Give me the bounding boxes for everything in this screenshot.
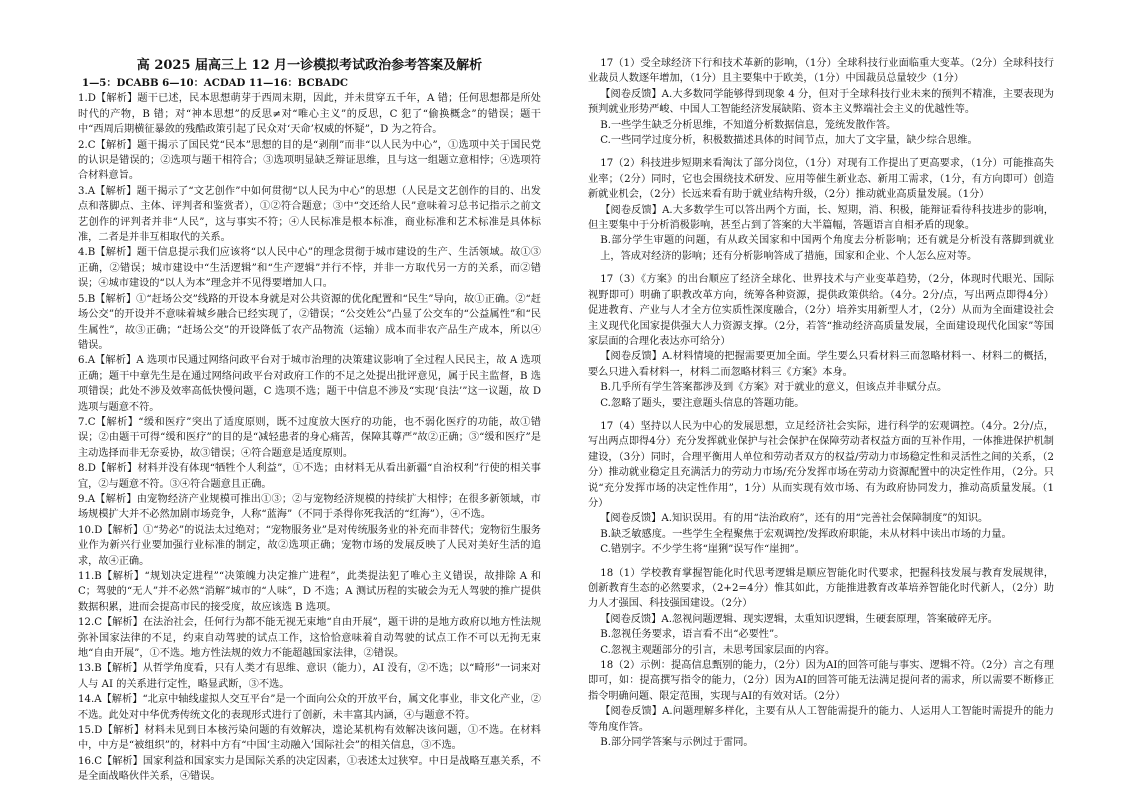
grading-feedback: 【阅卷反馈】A.大多数同学能够得到现象 4 分，但对于全球科技行业未来的预判不精准，主要表现为预判就业形势严峻、中国人工智能经济发展缺陷、资本主义弊端社会主义的优越性等。 xyxy=(588,88,1054,116)
feedback-point: B.部分学生审题的问题，有从政关国家和中国两个角度去分析影响；还有就是分析没有落脚到就业上，答成对经济的影响；还有分析影响答成了措施，国家和企业、个人怎么应对等。 xyxy=(600,235,1054,262)
answer-block-17-1 xyxy=(588,56,1054,148)
feedback-point: C.忽略了题头，要注意题头信息的答题功能。 xyxy=(600,397,805,409)
grading-feedback: 【阅卷反馈】A.材料情境的把握需要更加全面。学生要么只看材料三而忽略材料一、材料二的概括，要么只进入看材料一，材料二而忽略材料三《方案》本身。 xyxy=(588,351,1054,378)
explanation-1: 1.D【解析】题干已述，民本思想萌芽于西周末期，因此，并未贯穿五千年，A 错；任何思想都是所处时代的产物，B 错；对“神本思想”的反思≠对“唯心主义”的反思，C 犯了“偷换概念”的错误；题干中“西周后期横征暴敛的残酷政策引起了民众对‘天命’权威的怀疑”，D 为之符合。 xyxy=(78,93,541,136)
answer-text: 17（2）科技进步短期来看淘汰了部分岗位，（1分）对现有工作提出了更高要求，（1分）可能推高失业率；（2分）同时，它也会围绕技术研发、应用等催生新业态、新用工需求，（1分，有方向即可）创造新就业机会，（2分）长远来看有助于就业结构升级，（2分）推动就业高质量发展。（1分） xyxy=(588,158,1054,201)
feedback-point: B.忽视任务要求，语言看不出“必要性”。 xyxy=(600,629,785,641)
feedback-point: C.一些同学过度分析，积极数描述具体的时间节点，加大了文字量，缺少综合思维。 xyxy=(600,135,978,147)
feedback-point: C.错别字。不少学生将“崖猁”误写作“崖拥”。 xyxy=(600,544,805,556)
feedback-point: B.部分同学答案与示例过于雷同。 xyxy=(600,737,754,749)
answer-block-18-2 xyxy=(588,658,1054,750)
explanation-8: 8.D【解析】材料并没有体现“牺牲个人利益”，①不选；由材料无从看出新疆“自治权利”行使的相关事宜，②与题意不符。③④符合题意且正确。 xyxy=(78,463,541,490)
answer-text: 18（1）学校教育掌握智能化时代思考逻辑是顺应智能化时代要求，把握科技发展与教育发展规律，创新教育生态的必然要求，（2+2=4分）惟其如此，方能推进教育改革培养智能化时代新人，（2分）助力人才强国、科技强国建设。（2分） xyxy=(588,567,1054,610)
answer-block-17-3 xyxy=(588,272,1054,411)
explanation-13: 13.B【解析】从哲学角度看，只有人类才有思维、意识（能力），AI 没有，②不选；以“畸形”一词来对人与 AI 的关系进行定性，略显武断，③不选。 xyxy=(78,663,541,690)
grading-feedback: 【阅卷反馈】A.知识误用。有的用“法治政府”，还有的用“完善社会保障制度”的知识。 xyxy=(600,513,989,525)
answer-block-18-1 xyxy=(588,566,1054,658)
feedback-point: B.几乎所有学生答案都涉及到《方案》对于就业的意义，但该点并非赋分点。 xyxy=(600,382,948,394)
explanation-7: 7.C【解析】“缓和医疗”突出了适度原则，既不过度放大医疗的功能，也不弱化医疗的功能，故①错误；②由题干可得“缓和医疗”的目的是“减轻患者的身心痛苦，保障其尊严”故②正确；③“缓和医疗”是主动选择而非无奈妥协，故③错误；④符合题意是适度原则。 xyxy=(78,416,541,459)
explanation-16: 16.C【解析】国家利益和国家实力是国际关系的决定因素，①表述太过狭窄。中日是战略互惠关系，不是全面战略伙伴关系，④错误。 xyxy=(78,755,541,783)
answer-text: 17（4）坚持以人民为中心的发展思想，立足经济社会实际，进行科学的宏观调控。（4分。2分/点，写出两点即得4分）充分发挥就业保护与社会保护在保障劳动者权益方面的互补作用，一体推进保护机制建设，（3分）同时，合理平衡用人单位和劳动者双方的权益/劳动力市场稳定性和灵活性之间的关系，（2分）推动就业稳定且充满活力的劳动力市场/充分发挥市场在劳动力资源配置中的决定性作用，（2分。只说“充分发挥市场的决定性作用”，1分）从而实现有效市场、有为政府协同发力，推动高质量发展。（1分） xyxy=(588,420,1054,509)
feedback-point: C.忽视主观题部分的引言，未思考国家层面的内容。 xyxy=(600,644,836,656)
left-column xyxy=(78,58,541,785)
grading-feedback: 【阅卷反馈】A.问题理解多样化，主要有从人工智能需提升的能力、人运用人工智能时需提升的能力等角度作答。 xyxy=(588,706,1054,733)
explanation-2: 2.C【解析】题干揭示了国民党“民本”思想的目的是“剥削”而非“以人民为中心”，①选项中关于国民党的认识是错误的；②选项与题干相符合；③选项明显缺乏辩证思维，且与这一组题立意相悖；④选项符合材料意旨。 xyxy=(78,139,541,182)
answer-block-17-4 xyxy=(588,419,1054,558)
explanation-12: 12.C【解析】在法治社会，任何行为都不能无视无束地“自由开展”，题干讲的是地方政府以地方性法规弥补国家法律的不足，约束自动驾驶的试点工作，这恰恰意味着自动驾驶的试点工作不可以无拘无束地“自由开展”，①不选。地方性法规的效力不能超越国家法律，②错误。 xyxy=(78,617,541,660)
answer-text: 18（2）示例：提高信息甄别的能力，（2分）因为AI的回答可能与事实、逻辑不符。（2分）言之有理即可，如：提高撰写指令的能力，（2分）因为AI的回答可能无法满足提问者的需求，所以需要不断修正指令明确问题、限定范围，实现与AI的有效对话。（2分） xyxy=(588,660,1054,702)
explanation-10: 10.D【解析】①“势必”的说法太过绝对；“宠物服务业”是对传统服务业的补充而非替代；宠物衍生服务业作为新兴行业要加强行业标准的制定，故②选项正确；宠物市场的发展反映了人民对美好生活的追求，故④正确。 xyxy=(78,524,541,567)
explanation-5: 5.B【解析】①“赶场公交”线路的开设本身就是对公共资源的优化配置和“民生”导向，故①正确。②“赶场公交”的开设并不意味着城乡融合已经实现了，②错误；“公交姓公”凸显了公交车的“公益属性”和“民生属性”，故③正确；“赶场公交”的开设降低了农产品物流（运输）成本而非农产品生产成本，所以④错误。 xyxy=(78,293,541,351)
answer-key: 1—5：DCABB 6—10：ACDAD 11—16：BCBADC xyxy=(82,77,349,89)
answer-block-17-2 xyxy=(588,156,1054,264)
explanation-6: 6.A【解析】A 选项市民通过网络问政平台对于城市治理的决策建议影响了全过程人民民主，故 A 选项正确；题干中章先生是在通过网络问政平台对政府工作的不足之处提出批评意见，属于民主监督，B 选项错误；此处不涉及效率高低快慢问题，C 选项不选；题干中信息不涉及“实现‘良法’”这一议题，故 D 选项与题意不符。 xyxy=(78,355,541,413)
answer-text: 17（3）《方案》的出台顺应了经济全球化、世界技术与产业变革趋势，（2分，体现时代眼光、国际视野即可）明确了职教改革方向，统筹各种资源，提供政策供给。（4分。2分/点，写出两点即得4分）促进教育、产业与人才全方位实质性深度融合，（2分）培养实用新型人才，（2分）从而为全面建设社会主义现代化国家提供强大人力资源支撑。（2分，若答“推动经济高质量发展，全面建设现代化国家”等国家层面的合理化表达亦可给分） xyxy=(588,274,1054,347)
explanation-9: 9.A【解析】由宠物经济产业规模可推出①③；②与宠物经济规模的持续扩大相悖；在很多新领域，市场规模扩大并不必然加剧市场竞争，人称“蓝海”（不同于杀得你死我活的“红海”），④不选。 xyxy=(78,493,541,521)
explanation-15: 15.D【解析】材料未见到日本核污染问题的有效解决，遑论某机构有效解决该问题，①不选。在材料中，中方是“被组织”的，材料中方有“中国‘主动融入’国际社会”的相关信息，③不选。 xyxy=(78,725,541,752)
explanation-14: 14.A【解析】“北京中轴线虚拟人交互平台”是一个面向公众的开放平台，属文化事业，非文化产业，②不选。此处对中华优秀传统文化的表现形式进行了创新，未丰富其内涵，④与题意不符。 xyxy=(78,694,541,721)
feedback-point: B.一些学生缺乏分析思维，不知道分析数据信息，笼统发散作答。 xyxy=(600,119,897,131)
feedback-point: B.缺乏敏感度。一些学生全程聚焦于宏观调控/发挥政府职能，未从材料中读出市场的力量。 xyxy=(600,528,1012,540)
explanation-11: 11.B【解析】“规划决定进程”“决策魄力决定推广进程”，此类提法犯了唯心主义错误，故排除 A 和 C；驾驶的“无人”并不必然“消解”城市的“人味”，D 不选；A 测试历程的实破会为无人驾驶的推广提供数据积累，进而会提高市民的接受度，故应该选 B 选项。 xyxy=(78,571,541,613)
right-column xyxy=(588,56,1054,750)
explanation-4: 4.B【解析】题干信息提示我们应该将“以人民中心”的理念贯彻于城市建设的生产、生活领域。故①③正确，②错误；城市建设中“生活逻辑”和“生产逻辑”并行不悖，并非一方取代另一方的关系，而②错误；④城市建设的“以人为本”理念并不见得要增加人口。 xyxy=(78,247,541,290)
explanation-3: 3.A【解析】题干揭示了“文艺创作”中如何贯彻“以人民为中心”的思想（人民是文艺创作的目的、出发点和落脚点、主体、评判者和鉴赏者），①②符合题意；③中“交还给人民”意味着习总书记指示之前文艺创作的评判者并非“人民”，这与事实不符；④人民标准是根本标准，商业标准和艺术标准是具体标准，二者是并非互相取代的关系。 xyxy=(78,185,541,244)
answer-text: 17（1）受全球经济下行和技术革新的影响，（1分）全球科技行业面临重大变革。（2分）全球科技行业裁员人数逐年增加，（1分）且主要集中于欧美，（1分）中国裁员总量较少（1分） xyxy=(588,58,1054,85)
grading-feedback: 【阅卷反馈】A.忽视问题逻辑、现实逻辑，太重知识逻辑，生硬套原理，答案破碎无序。 xyxy=(600,613,998,625)
page-title: 高 2025 届高三上 12 月一诊模拟考试政治参考答案及解析 xyxy=(136,58,483,73)
grading-feedback: 【阅卷反馈】A.大多数学生可以答出两个方面，长、短期，消、积极，能辩证看待科技进步的影响，但主要集中于分析消极影响，甚至占到了答案的大半篇幅，答题语言自相矛盾的现象。 xyxy=(588,204,1054,232)
